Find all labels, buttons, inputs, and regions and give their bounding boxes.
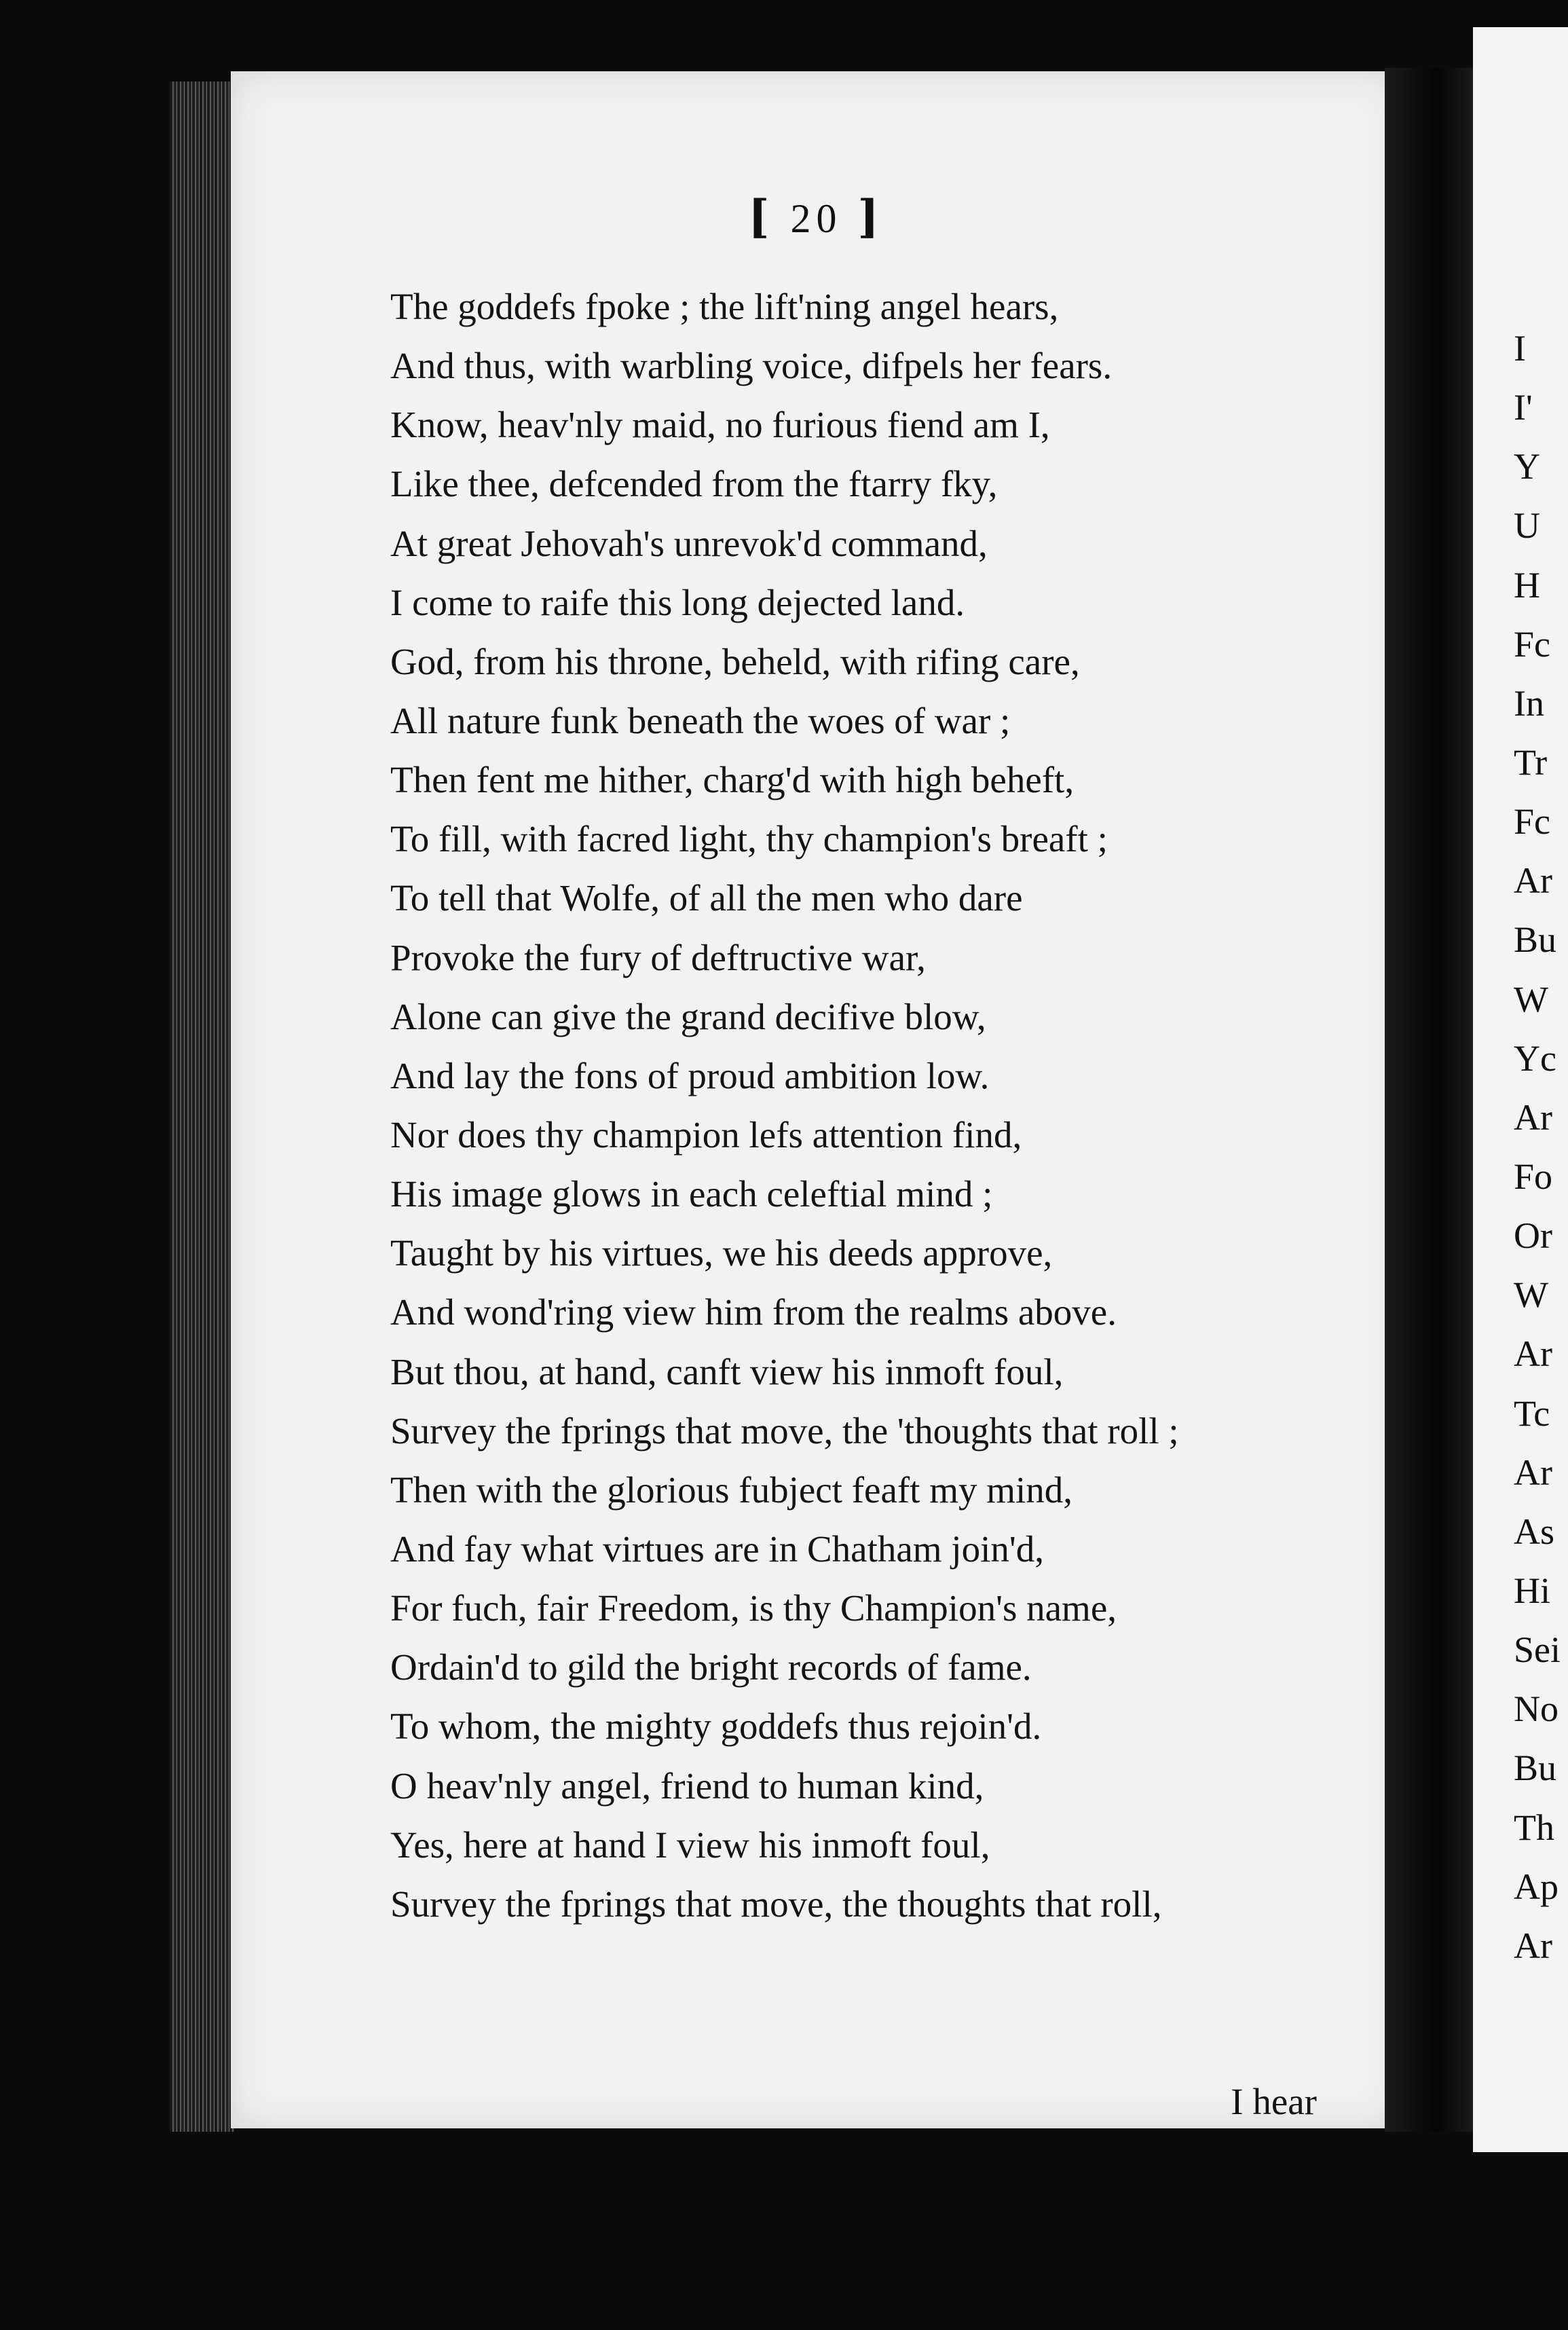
verse-line: And thus, with warbling voice, difpels her fears. — [390, 345, 1113, 387]
verse-line: I come to raife this long dejected land. — [390, 581, 965, 623]
facing-line-fragment: As — [1514, 1511, 1555, 1552]
facing-line-fragment: W — [1514, 1274, 1548, 1316]
facing-line-fragment: Or — [1514, 1215, 1552, 1257]
verse-line: Nor does thy champion lefs attention find, — [390, 1113, 1022, 1155]
verse-line: Like thee, defcended from the ftarry fky, — [390, 463, 998, 505]
facing-line-fragment: W — [1514, 978, 1548, 1020]
verse-line: All nature funk beneath the woes of war ; — [390, 699, 1011, 741]
facing-line-fragment: Bu — [1514, 919, 1557, 961]
facing-page — [1473, 27, 1568, 2152]
facing-line-fragment: Ar — [1514, 1096, 1552, 1138]
verse-line: His image glows in each celeftial mind ; — [390, 1173, 993, 1215]
verse-line: Then with the glorious fubject feaft my mind, — [390, 1468, 1073, 1511]
facing-line-fragment: No — [1514, 1688, 1558, 1730]
verse-line: Provoke the fury of deftructive war, — [390, 936, 926, 978]
catchword: I hear — [1231, 2081, 1317, 2122]
verse-line: Taught by his virtues, we his deeds approve, — [390, 1232, 1053, 1274]
verse-line: Survey the fprings that move, the thoughts that roll, — [390, 1883, 1162, 1925]
facing-line-fragment: I' — [1514, 387, 1533, 428]
facing-line-fragment: Yc — [1514, 1037, 1556, 1079]
facing-line-fragment: Tc — [1514, 1392, 1550, 1434]
verse-line: At great Jehovah's unrevok'd command, — [390, 522, 988, 564]
facing-page-lines — [1514, 319, 1561, 1976]
page-number: 20 — [790, 196, 842, 241]
gutter-shadow — [1385, 68, 1487, 2132]
facing-line-fragment: Ar — [1514, 1451, 1552, 1493]
verse-line: The goddefs fpoke ; the lift'ning angel hears, — [390, 286, 1059, 327]
facing-line-fragment: H — [1514, 564, 1540, 606]
verse-line: Yes, here at hand I view his inmoft foul, — [390, 1824, 990, 1866]
facing-line-fragment: Sei — [1514, 1629, 1561, 1671]
verse-line: Ordain'd to gild the bright records of fame. — [390, 1646, 1032, 1688]
facing-line-fragment: Y — [1514, 446, 1540, 487]
verse-body — [390, 277, 1341, 1934]
facing-line-fragment: Tr — [1514, 741, 1548, 783]
page-edges — [170, 81, 234, 2132]
facing-line-fragment: Th — [1514, 1807, 1554, 1848]
verse-line: God, from his throne, beheld, with rifing care, — [390, 640, 1080, 682]
facing-line-fragment: Ar — [1514, 860, 1552, 902]
page-header — [231, 190, 1402, 243]
facing-line-fragment: Fc — [1514, 801, 1550, 843]
facing-line-fragment: I — [1514, 328, 1526, 369]
verse-line: To tell that Wolfe, of all the men who dare — [390, 877, 1023, 919]
facing-line-fragment: Bu — [1514, 1748, 1557, 1789]
verse-line: And wond'ring view him from the realms above. — [390, 1291, 1117, 1333]
verse-line: And lay the fons of proud ambition low. — [390, 1054, 990, 1096]
facing-line-fragment: Hi — [1514, 1570, 1550, 1611]
verse-line: O heav'nly angel, friend to human kind, — [390, 1764, 984, 1807]
verse-line: Survey the fprings that move, the 'thoughts that roll ; — [390, 1409, 1179, 1451]
facing-line-fragment: Fo — [1514, 1155, 1553, 1197]
verse-line: And fay what virtues are in Chatham join'd, — [390, 1528, 1045, 1570]
verse-line: Know, heav'nly maid, no furious fiend am I, — [390, 404, 1050, 446]
verse-line: To whom, the mighty goddefs thus rejoin'd. — [390, 1705, 1042, 1748]
verse-line: Alone can give the grand decifive blow, — [390, 995, 986, 1037]
facing-line-fragment: U — [1514, 505, 1540, 547]
facing-line-fragment: Ar — [1514, 1333, 1552, 1375]
verse-line: To fill, with facred light, thy champion's breaft ; — [390, 818, 1108, 860]
facing-line-fragment: Ap — [1514, 1866, 1558, 1907]
header-close-bracket: ] — [857, 190, 884, 243]
facing-line-fragment: In — [1514, 682, 1544, 724]
verse-line: Then fent me hither, charg'd with high beheft, — [390, 759, 1075, 801]
verse-line: For fuch, fair Freedom, is thy Champion's name, — [390, 1587, 1117, 1629]
verse-line: But thou, at hand, canft view his inmoft foul, — [390, 1350, 1064, 1392]
facing-line-fragment: Fc — [1514, 623, 1550, 665]
header-open-bracket: [ — [748, 190, 775, 243]
facing-line-fragment: Ar — [1514, 1925, 1552, 1966]
